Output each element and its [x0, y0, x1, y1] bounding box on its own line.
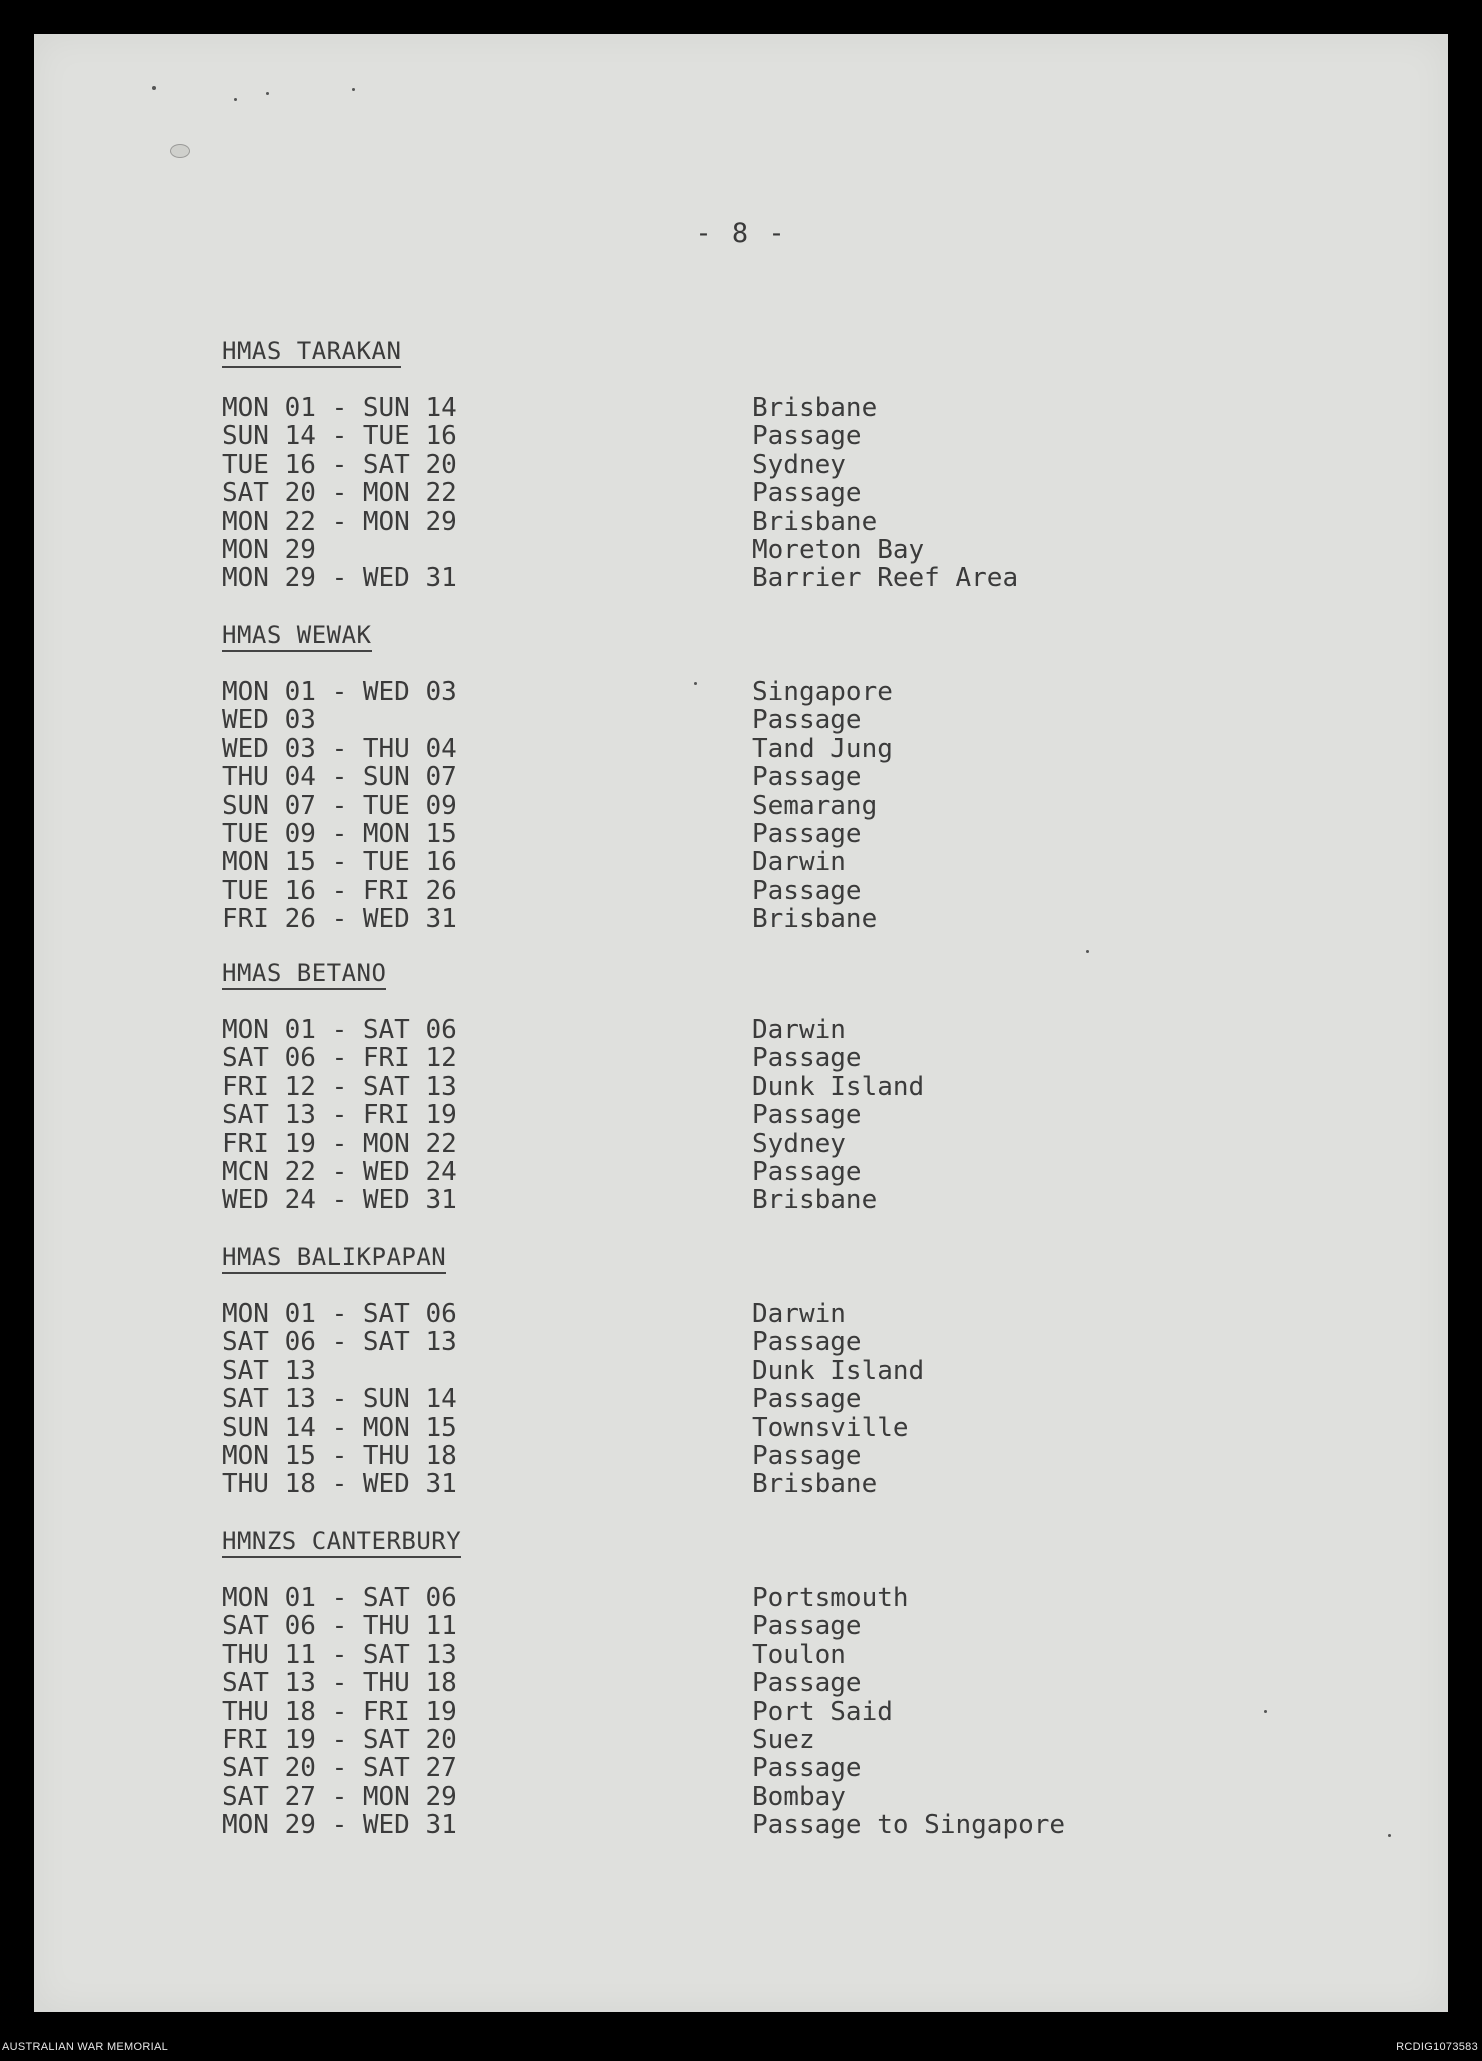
paper-speck — [352, 88, 355, 91]
paper-speck — [234, 98, 237, 101]
date-range: MON 29 - WED 31 — [222, 1810, 457, 1841]
location: Sydney — [752, 449, 846, 480]
date-range: TUE 09 - MON 15 — [222, 818, 457, 849]
ship-section — [222, 1526, 1222, 1840]
ship-section — [222, 958, 1222, 1215]
footer-source: AUSTRALIAN WAR MEMORIAL — [2, 2041, 169, 2053]
schedule-row — [222, 422, 1222, 450]
schedule-row — [222, 1442, 1222, 1470]
footer-id: RCDIG1073583 — [1396, 2041, 1478, 2053]
ship-heading: HMAS BETANO — [222, 958, 386, 990]
date-range: FRI 19 - SAT 20 — [222, 1724, 457, 1755]
date-range: SUN 14 - MON 15 — [222, 1412, 457, 1443]
location: Suez — [752, 1724, 815, 1755]
paper-speck — [266, 92, 269, 95]
location: Brisbane — [752, 1469, 878, 1500]
schedule-row — [222, 1414, 1222, 1442]
schedule-row — [222, 1754, 1222, 1782]
location: Singapore — [752, 677, 893, 707]
location: Darwin — [752, 1015, 846, 1045]
date-range: FRI 26 - WED 31 — [222, 904, 457, 935]
schedule-row — [222, 1130, 1222, 1158]
date-range: SAT 27 - MON 29 — [222, 1781, 457, 1812]
schedule-row — [222, 735, 1222, 763]
ship-heading: HMNZS CANTERBURY — [222, 1526, 461, 1558]
schedule-row — [222, 1641, 1222, 1669]
ship-section — [222, 336, 1222, 593]
date-range: SAT 20 - SAT 27 — [222, 1753, 457, 1784]
schedule-row — [222, 1612, 1222, 1640]
date-range: MON 22 - MON 29 — [222, 506, 457, 537]
schedule-row — [222, 1158, 1222, 1186]
schedule-row — [222, 1385, 1222, 1413]
location: Passage — [752, 1611, 862, 1642]
paper-speck — [1388, 1834, 1391, 1837]
location: Darwin — [752, 1299, 846, 1329]
ship-section — [222, 620, 1222, 934]
date-range: SAT 06 - SAT 13 — [222, 1327, 457, 1358]
schedule-row — [222, 792, 1222, 820]
location: Barrier Reef Area — [752, 563, 1019, 594]
location: Passage — [752, 1668, 862, 1699]
location: Dunk Island — [752, 1355, 925, 1386]
date-range: SUN 14 - TUE 16 — [222, 421, 457, 452]
date-range: WED 03 - THU 04 — [222, 733, 457, 764]
date-range: FRI 19 - MON 22 — [222, 1128, 457, 1159]
location: Dunk Island — [752, 1071, 925, 1102]
schedule-row — [222, 1669, 1222, 1697]
schedule-row — [222, 1811, 1222, 1839]
date-range: THU 11 - SAT 13 — [222, 1639, 457, 1670]
location: Passage — [752, 1043, 862, 1074]
date-range: MON 01 - SAT 06 — [222, 1583, 457, 1613]
location: Passage — [752, 1156, 862, 1187]
location: Passage — [752, 762, 862, 793]
schedule-row — [222, 1726, 1222, 1754]
date-range: THU 18 - FRI 19 — [222, 1696, 457, 1727]
location: Passage — [752, 1100, 862, 1131]
location: Passage to Singapore — [752, 1810, 1066, 1841]
schedule-row — [222, 706, 1222, 734]
date-range: MON 01 - SUN 14 — [222, 393, 457, 423]
schedule-row — [222, 394, 1222, 422]
schedule-row — [222, 479, 1222, 507]
schedule-row — [222, 763, 1222, 791]
location: Moreton Bay — [752, 534, 925, 565]
date-range: TUE 16 - FRI 26 — [222, 875, 457, 906]
paper-speck — [170, 144, 190, 158]
location: Brisbane — [752, 506, 878, 537]
location: Darwin — [752, 847, 846, 878]
location: Passage — [752, 705, 862, 736]
paper-speck — [152, 86, 156, 90]
date-range: WED 24 - WED 31 — [222, 1185, 457, 1216]
location: Townsville — [752, 1412, 909, 1443]
schedule-row — [222, 1186, 1222, 1214]
page-number: - 8 - — [695, 218, 787, 249]
date-range: THU 18 - WED 31 — [222, 1469, 457, 1500]
date-range: FRI 12 - SAT 13 — [222, 1071, 457, 1102]
location: Passage — [752, 1753, 862, 1784]
schedule-row — [222, 508, 1222, 536]
location: Passage — [752, 1384, 862, 1415]
ship-heading: HMAS TARAKAN — [222, 336, 401, 368]
schedule-row — [222, 1698, 1222, 1726]
location: Port Said — [752, 1696, 893, 1727]
schedule-row — [222, 1016, 1222, 1044]
date-range: SAT 06 - FRI 12 — [222, 1043, 457, 1074]
schedule-row — [222, 1470, 1222, 1498]
location: Toulon — [752, 1639, 846, 1670]
schedule-row — [222, 1328, 1222, 1356]
location: Passage — [752, 818, 862, 849]
location: Passage — [752, 478, 862, 509]
schedule-row — [222, 564, 1222, 592]
schedule-row — [222, 1300, 1222, 1328]
date-range: TUE 16 - SAT 20 — [222, 449, 457, 480]
date-range: SUN 07 - TUE 09 — [222, 790, 457, 821]
schedule-rows — [222, 394, 1222, 593]
schedule-row — [222, 1073, 1222, 1101]
date-range: MON 15 - THU 18 — [222, 1440, 457, 1471]
ship-section — [222, 1242, 1222, 1499]
date-range: WED 03 — [222, 705, 316, 736]
date-range: MON 01 - SAT 06 — [222, 1299, 457, 1329]
location: Passage — [752, 421, 862, 452]
date-range: MON 15 - TUE 16 — [222, 847, 457, 878]
date-range: MON 01 - SAT 06 — [222, 1015, 457, 1045]
date-range: MCN 22 - WED 24 — [222, 1156, 457, 1187]
location: Brisbane — [752, 904, 878, 935]
date-range: SAT 13 - FRI 19 — [222, 1100, 457, 1131]
schedule-row — [222, 1044, 1222, 1072]
schedule-row — [222, 451, 1222, 479]
location: Portsmouth — [752, 1583, 909, 1613]
location: Sydney — [752, 1128, 846, 1159]
location: Tand Jung — [752, 733, 893, 764]
schedule-rows — [222, 1584, 1222, 1840]
schedule-row — [222, 848, 1222, 876]
location: Brisbane — [752, 1185, 878, 1216]
schedule-row — [222, 877, 1222, 905]
date-range: MON 01 - WED 03 — [222, 677, 457, 707]
date-range: SAT 06 - THU 11 — [222, 1611, 457, 1642]
date-range: SAT 13 - SUN 14 — [222, 1384, 457, 1415]
schedule-row — [222, 1584, 1222, 1612]
location: Brisbane — [752, 393, 878, 423]
schedule-rows — [222, 1016, 1222, 1215]
schedule-rows — [222, 1300, 1222, 1499]
ship-heading: HMAS WEWAK — [222, 620, 372, 652]
location: Passage — [752, 875, 862, 906]
date-range: SAT 13 — [222, 1355, 316, 1386]
location: Bombay — [752, 1781, 846, 1812]
location: Passage — [752, 1440, 862, 1471]
paper-speck — [1086, 950, 1089, 953]
date-range: SAT 13 - THU 18 — [222, 1668, 457, 1699]
date-range: THU 04 - SUN 07 — [222, 762, 457, 793]
schedule-row — [222, 1101, 1222, 1129]
date-range: MON 29 — [222, 534, 316, 565]
schedule-row — [222, 1783, 1222, 1811]
schedule-rows — [222, 678, 1222, 934]
location: Passage — [752, 1327, 862, 1358]
paper-speck — [1264, 1710, 1267, 1713]
schedule-row — [222, 1357, 1222, 1385]
schedule-row — [222, 820, 1222, 848]
date-range: SAT 20 - MON 22 — [222, 478, 457, 509]
location: Semarang — [752, 790, 878, 821]
ship-heading: HMAS BALIKPAPAN — [222, 1242, 446, 1274]
date-range: MON 29 - WED 31 — [222, 563, 457, 594]
schedule-row — [222, 678, 1222, 706]
schedule-row — [222, 905, 1222, 933]
schedule-row — [222, 536, 1222, 564]
